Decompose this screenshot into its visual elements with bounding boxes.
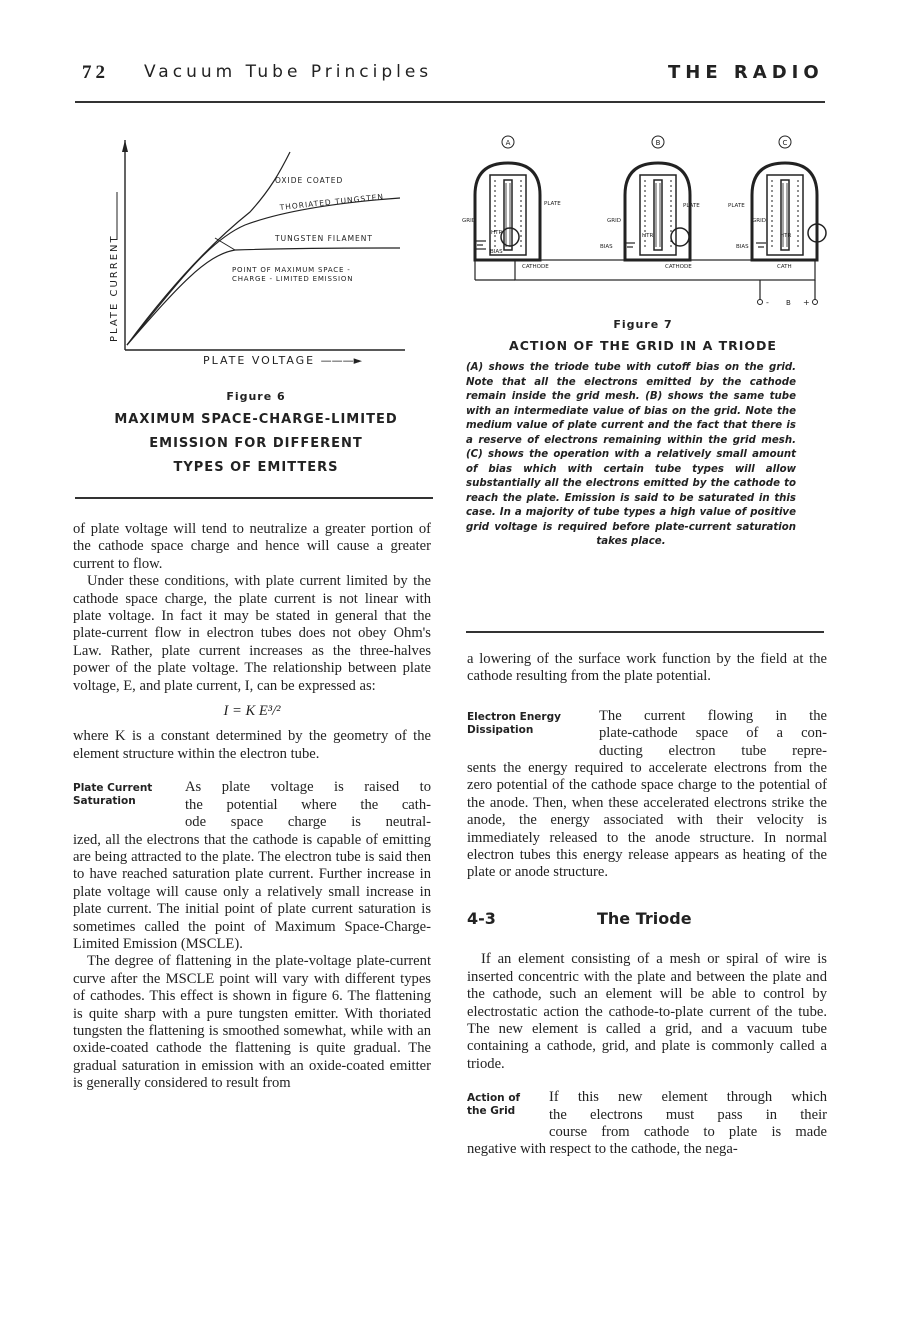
side-head-electron-energy: Electron Energy Dissipation [467, 710, 561, 736]
figure7-caption: (A) shows the triode tube with cutoff bias on the grid. Note that all the electrons emitted by the cathode remain inside the grid mesh. (B) shows the same tube with an intermediate value of bias on the grid. Note the medium value of plate current and the fact that there is a reserve of electrons remaining within the grid mesh. (C) shows the operation with a relatively small amount of bias which with certain tube types will allow substantially all the electrons emitted by the cathode to reach the plate. Emission is said to be saturated in this case. In a majority of tube types a high value of positive grid voltage is required before plate-current saturation takes place. [466, 362, 796, 547]
y-axis-arrow [122, 140, 128, 152]
tube-b-grid: GRID [607, 218, 621, 224]
oxide-coated-curve [127, 152, 290, 345]
section-heading [467, 910, 827, 927]
tube-c-bias: BIAS [736, 244, 749, 250]
figure6-title-3: TYPES OF EMITTERS [173, 460, 339, 475]
figure7-title: ACTION OF THE GRID IN A TRIODE [509, 338, 777, 353]
paragraph: where K is a constant determined by the geometry of the element structure within the electron tube. [73, 728, 431, 762]
tube-b-bias: BIAS [600, 244, 613, 250]
journal-name: THE RADIO [668, 62, 824, 83]
b-plus: + [803, 298, 810, 307]
tube-a [475, 163, 540, 260]
tube-a-bias: BIAS [490, 249, 503, 255]
paragraph: of plate voltage will tend to neutralize a greater portion of the cathode space charge and hence will cause a greater current to flow. [73, 521, 431, 572]
label-b: B [655, 139, 661, 147]
tube-c-cath: CATH [777, 264, 792, 270]
tube-a-htr: HTR [491, 230, 503, 236]
tube-c [752, 163, 826, 260]
oxide-label: OXIDE COATED [275, 176, 344, 185]
y-axis-label: PLATE CURRENT [109, 234, 120, 342]
section-title: The Triode [597, 908, 692, 928]
running-title: Vacuum Tube Principles [144, 62, 433, 82]
tube-c-htr: HTR [780, 233, 792, 239]
figure6-label: Figure 6 [226, 390, 286, 403]
b-minus: - [766, 298, 769, 307]
label-a: A [505, 139, 511, 147]
thoriated-label: THORIATED TUNGSTEN [279, 192, 385, 212]
label-c: C [782, 139, 788, 147]
tube-a-grid: GRID [462, 218, 476, 224]
page-number: 72 [82, 62, 109, 83]
figure7-diagram [460, 125, 830, 315]
paragraph: ized, all the electrons that the cathode is capable of emitting are being attracted to the plate. The electron tube is said then to have reached saturation plate current. Further increase in plate voltage will cause only a relatively small increase in plate current. The initial point of plate current saturation is sometimes called the point of Maximum Space-Charge-Limited Emission (MSCLE). [73, 831, 431, 952]
point-label-2: CHARGE - LIMITED EMISSION [232, 275, 354, 283]
figure6-graph [95, 130, 415, 370]
left-column: of plate voltage will tend to neutralize a greater portion of the cathode space charge and hence will cause a greater current to flow. Under these conditions, with plate current limited by the cathode space charge, the plate current is not linear with plate voltage. In fact it may be stated in general that the plate-current flow in electron tubes does not obey Ohm's Law. Rather, plate current increases as the three-halves power of the plate voltage. The relationship between plate voltage, E, and plate current, I, can be expressed as: I = K E³/² where K is a constant determined by the geometry of the element structure within the electron tube. Plate Current Saturation As plate voltage is raised to the potential where the cath- ode space charge is neutral- ized, all the electrons that the cathode is capable of emitting are being attracted to the plate. The electron tube is said then to have reached saturation plate current. Further increase in plate voltage will cause only a relatively small increase in plate current. The initial point of plate current saturation is sometimes called the point of Maximum Space-Charge-Limited Emission (MSCLE). The degree of flattening in the plate-voltage plate-current curve after the MSCLE point will vary with different types of cathodes. This effect is shown in figure 6. The flattening is quite sharp with a pure tungsten emitter. With thoriated tungsten the flattening is smoothed somewhat, while with an oxide-coated cathode the flattening is quite gradual. The gradual saturation in emission with an oxide-coated emitter is generally considered to result from [73, 521, 431, 1092]
paragraph: sents the energy required to accelerate electrons from the zero potential of the cathode space charge to the potential of the anode. Then, when these accelerated electrons strike the anode, the energy associated with their velocity is immediately released to the anode structure. In normal electron tubes this energy release appears as heating of the plate or anode structure. [467, 760, 827, 881]
figure6-title-2: EMISSION FOR DIFFERENT [149, 436, 363, 451]
header-rule [75, 101, 825, 103]
paragraph: negative with respect to the cathode, the nega- [467, 1141, 738, 1158]
side-head-plate-current: Plate Current Saturation [73, 782, 153, 808]
tube-c-grid: GRID [752, 218, 766, 224]
paragraph: a lowering of the surface work function by the field at the cathode resulting from the plate potential. [467, 651, 827, 685]
tungsten-label: TUNGSTEN FILAMENT [275, 234, 373, 243]
figure6-title-1: MAXIMUM SPACE-CHARGE-LIMITED [114, 412, 398, 427]
tube-b-cathode: CATHODE [665, 264, 692, 270]
figure7-rule [466, 631, 824, 633]
label-c-marker [779, 136, 791, 148]
side-head-action-grid: Action of the Grid [467, 1092, 521, 1118]
b-label: B [786, 299, 791, 307]
tube-a-cathode: CATHODE [522, 264, 549, 270]
section-number: 4-3 [467, 908, 496, 928]
point-arrow [215, 238, 235, 250]
tube-b-plate: PLATE [683, 203, 700, 209]
tube-a-plate: PLATE [544, 201, 561, 207]
paragraph: The degree of flattening in the plate-voltage plate-current curve after the MSCLE point will vary with different types of cathodes. This effect is shown in figure 6. The flattening is quite sharp with a pure tungsten emitter. With thoriated tungsten the flattening is smoothed somewhat, while with an oxide-coated cathode the flattening is quite gradual. The gradual saturation in emission with an oxide-coated emitter is generally considered to result from [73, 953, 431, 1092]
right-column: a lowering of the surface work function by the field at the cathode resulting from the plate potential. Electron Energy Dissipation The current flowing in the plate-cathode space of a con- ducting electron tube repre- sents the energy required to accelerate electrons from the zero potential of the cathode space charge to the potential of the anode. Then, when these accelerated electrons strike the anode, the energy associated with their velocity is immediately released to the anode structure. In normal electron tubes this energy release appears as heating of the plate or anode structure. 4-3 The Triode If an element consisting of a mesh or spiral of wire is inserted concentric with the plate and between the plate and the cathode, such an element will be able to control by electrostatic action the cathode-to-plate current of the tube. The new element is called a grid, and a vacuum tube containing a cathode, grid, and plate is commonly called a triode. Action of the Grid If this new element through which the electrons must pass in their course from cathode to plate is made negative with respect to the cathode, the nega- [467, 651, 827, 1158]
paragraph: Under these conditions, with plate current limited by the cathode space charge, the plate current is not linear with plate voltage. In fact it may be stated in general that the plate-current flow in electron tubes does not obey Ohm's Law. Rather, plate current increases as the three-halves power of the plate voltage. The relationship between plate voltage, E, and plate current, I, can be expressed as: [73, 573, 431, 694]
figure7-label: Figure 7 [613, 318, 673, 331]
paragraph: If an element consisting of a mesh or spiral of wire is inserted concentric with the plate and between the plate and the cathode, such an element will be able to control by electrostatic action the cathode-to-plate current of the tube. The new element is called a grid, and a vacuum tube containing a cathode, grid, and plate is commonly called a triode. [467, 951, 827, 1072]
figure6-rule [75, 497, 433, 499]
tube-b-htr: HTR [642, 233, 654, 239]
tube-c-plate: PLATE [728, 203, 745, 209]
tube-b [625, 163, 690, 260]
point-label-1: POINT OF MAXIMUM SPACE - [232, 266, 351, 274]
x-axis-label: PLATE VOLTAGE ———► [203, 354, 363, 367]
equation: I = K E³/² [223, 703, 281, 720]
tungsten-curve [127, 248, 400, 345]
label-b-marker [652, 136, 664, 148]
label-a-marker [502, 136, 514, 148]
